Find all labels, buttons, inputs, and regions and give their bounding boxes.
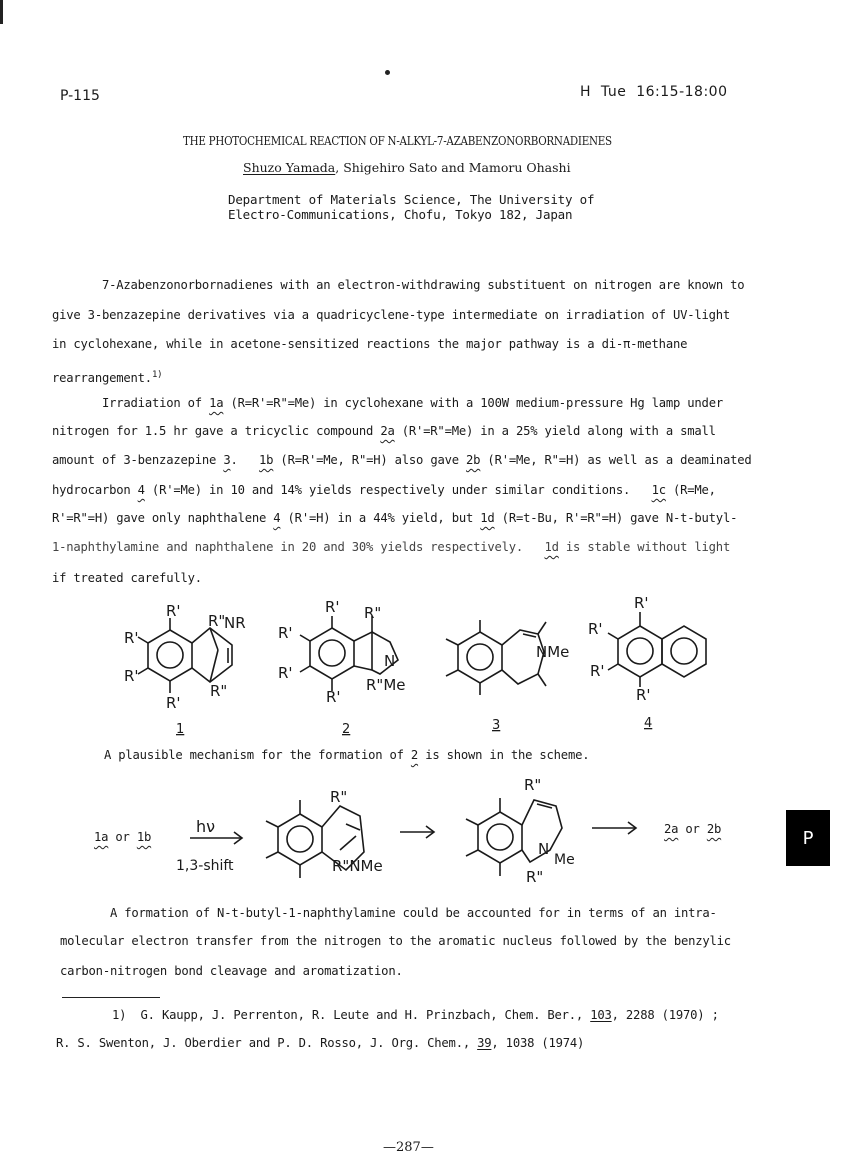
para2-line1 <box>102 396 723 410</box>
label: R' <box>124 629 139 647</box>
label: R" <box>364 604 382 622</box>
compound-ref: 2a <box>380 424 395 438</box>
methyl-bond <box>466 819 478 825</box>
para2-line6 <box>52 540 730 554</box>
footnote-divider <box>62 997 160 998</box>
aromatic-circle <box>487 824 513 850</box>
label: R" <box>208 612 226 630</box>
benzene-ring <box>458 632 502 683</box>
text: R. S. Swenton, J. Oberdier and P. D. Rosso, J. Org. Chem., <box>56 1036 478 1050</box>
aromatic-circle <box>157 642 183 668</box>
text: (R'=H) in a 44% yield, but <box>280 511 481 525</box>
volume: 39 <box>477 1036 492 1050</box>
label: R' <box>278 664 293 682</box>
label: R' <box>166 694 181 712</box>
text: Irradiation of <box>102 396 210 410</box>
text: . <box>230 453 260 467</box>
compound-ref: 1a <box>209 396 224 410</box>
affiliation-line-1: Department of Materials Science, The University of <box>228 192 595 207</box>
aromatic-circle <box>467 644 493 670</box>
compound-ref: 3 <box>223 453 231 467</box>
author-line <box>243 160 571 175</box>
double-bond <box>346 824 360 830</box>
methyl-bond <box>266 852 278 858</box>
aromatic-circle <box>287 826 313 852</box>
compound-ref: 4 <box>137 483 145 497</box>
label: R' <box>325 598 340 616</box>
structure-3 <box>446 620 569 733</box>
reference-1-line1 <box>112 1008 719 1022</box>
label: R" <box>526 868 544 886</box>
label: R"Me <box>366 676 406 694</box>
benzene-ring <box>148 630 192 681</box>
para2-line4 <box>52 483 716 497</box>
benzene-ring <box>478 812 522 863</box>
double-bond <box>523 634 536 637</box>
co-authors: , Shigehiro Sato and Mamoru Ohashi <box>335 160 571 175</box>
compound-ref: 1d <box>544 540 559 554</box>
methyl-bond <box>266 821 278 827</box>
label: Me <box>554 852 575 868</box>
para1-line4 <box>52 370 162 385</box>
methyl-bond <box>446 670 458 676</box>
text: is shown in the scheme. <box>418 748 590 762</box>
text: (R'=R"=Me) in a 25% yield along with a small <box>394 424 716 438</box>
benzene-ring <box>310 628 354 679</box>
text: nitrogen for 1.5 hr gave a tricyclic compound <box>52 424 381 438</box>
compound-ref: 2 <box>410 748 419 762</box>
reference-1-line2 <box>56 1036 584 1050</box>
aromatic-circle <box>627 638 653 664</box>
text: (R=R'=R"=Me) in cyclohexane with a 100W medium-pressure Hg lamp under <box>223 396 723 410</box>
structures-figure <box>110 590 730 740</box>
para2-line2 <box>52 424 716 438</box>
label: R" <box>210 682 228 700</box>
scan-dot <box>385 70 390 75</box>
para2-line5 <box>52 511 737 525</box>
compound-ref: 4 <box>273 511 281 525</box>
substituent-bond <box>300 635 310 641</box>
compound-ref: 1d <box>480 511 495 525</box>
label: R" <box>330 788 348 806</box>
para3-line3: carbon-nitrogen bond cleavage and aromatization. <box>60 964 403 978</box>
methyl-bond <box>538 622 546 634</box>
substituent-bond <box>300 666 310 672</box>
compound-ref: 1b <box>259 453 274 467</box>
text: or <box>108 830 137 844</box>
text: (R'=Me, R"=H) as well as a deaminated <box>480 453 752 467</box>
label: R"NMe <box>332 857 383 875</box>
compound-ref: 2b <box>706 822 722 836</box>
aromatic-circle <box>671 638 697 664</box>
naphthalene-ring-a <box>618 626 662 677</box>
compound-ref: 2a <box>664 822 679 836</box>
label: R' <box>166 602 181 620</box>
page-number: —287— <box>383 1140 434 1155</box>
text: , 2288 (1970) ; <box>611 1008 719 1022</box>
label: R' <box>326 688 341 706</box>
label: R' <box>636 686 651 704</box>
compound-number: 1 <box>176 722 185 737</box>
aromatic-circle <box>319 640 345 666</box>
structure-1 <box>124 602 246 737</box>
paper-title: THE PHOTOCHEMICAL REACTION OF N-ALKYL-7-AZABENZONORBORNADIENES <box>183 134 612 148</box>
label: N <box>538 840 550 858</box>
substituent-bond <box>138 668 148 674</box>
section-tab-letter: P <box>802 827 814 849</box>
para1-line3: in cyclohexane, while in acetone-sensitized reactions the major pathway is a di-π-methane <box>52 337 688 351</box>
presenting-author: Shuzo Yamada <box>243 160 336 175</box>
scan-edge-mark <box>0 0 3 24</box>
text: , 1038 (1974) <box>491 1036 585 1050</box>
shift-label: 1,3-shift <box>176 858 234 874</box>
text: (R=t-Bu, R'=R"=H) gave N-t-butyl- <box>494 511 738 525</box>
text: is stable without light <box>558 540 731 554</box>
cyclobutane <box>354 632 372 670</box>
compound-number: 2 <box>342 722 351 737</box>
para1-line2: give 3-benzazepine derivatives via a quadricyclene-type intermediate on irradiation of UV-light <box>52 308 731 322</box>
label: NR <box>224 614 246 632</box>
scheme-reactants <box>94 830 151 844</box>
label: R' <box>124 667 139 685</box>
volume: 103 <box>590 1008 612 1022</box>
compound-ref: 1a <box>94 830 109 844</box>
text: (R=R'=Me, R"=H) also gave <box>273 453 467 467</box>
structure-4 <box>588 594 706 731</box>
text: R'=R"=H) gave only naphthalene <box>52 511 274 525</box>
label: R" <box>524 776 542 794</box>
label: R' <box>590 662 605 680</box>
para2-line7: if treated carefully. <box>52 571 202 585</box>
para2-line3 <box>52 453 752 467</box>
mechanism-scheme <box>150 770 750 890</box>
text: hydrocarbon <box>52 483 138 497</box>
methyl-bond <box>446 639 458 645</box>
text: (R'=Me) in 10 and 14% yields respectively under similar conditions. <box>144 483 652 497</box>
para1-line1: 7-Azabenzonorbornadienes with an electron-withdrawing substituent on nitrogen are known to <box>102 278 745 292</box>
aziridine-bond <box>340 836 356 850</box>
compound-number: 4 <box>644 716 653 731</box>
substituent-bond <box>608 664 618 670</box>
mechanism-sentence <box>104 748 589 762</box>
methyl-bond <box>466 850 478 856</box>
paper-id: P-115 <box>60 88 100 104</box>
text: A plausible mechanism for the formation of <box>104 748 411 762</box>
compound-ref: 1c <box>651 483 666 497</box>
text: 1-naphthylamine and naphthalene in 20 and 30% yields respectively. <box>52 540 545 554</box>
compound-ref: 2b <box>466 453 481 467</box>
section-tab <box>786 810 830 866</box>
structure-2 <box>278 598 406 737</box>
rearrangement-text: rearrangement. <box>52 371 152 386</box>
label: R' <box>634 594 649 612</box>
compound-number: 3 <box>492 718 501 733</box>
label: R' <box>588 620 603 638</box>
para3-line1: A formation of N-t-butyl-1-naphthylamine could be accounted for in terms of an intra- <box>110 906 717 920</box>
text: amount of 3-benzazepine <box>52 453 224 467</box>
label: R' <box>278 624 293 642</box>
scheme-products <box>664 822 721 836</box>
label: N <box>384 652 396 670</box>
ref-superscript: 1) <box>151 370 163 380</box>
methyl-bond <box>538 674 546 686</box>
text: (R=Me, <box>665 483 716 497</box>
text: 1) G. Kaupp, J. Perrenton, R. Leute and H. Prinzbach, Chem. Ber., <box>112 1008 591 1022</box>
compound-ref: 1b <box>136 830 152 844</box>
naphthalene-ring-b <box>662 626 706 677</box>
affiliation-line-2: Electro-Communications, Chofu, Tokyo 182, Japan <box>228 207 573 222</box>
para3-line2: molecular electron transfer from the nitrogen to the aromatic nucleus followed by the benzylic <box>60 934 731 948</box>
label: NMe <box>536 643 570 661</box>
substituent-bond <box>138 637 148 643</box>
benzene-ring <box>278 814 322 865</box>
hv-label: hν <box>196 817 216 836</box>
text: or <box>678 822 707 836</box>
substituent-bond <box>608 633 618 639</box>
session-time: H Tue 16:15-18:00 <box>580 84 728 100</box>
